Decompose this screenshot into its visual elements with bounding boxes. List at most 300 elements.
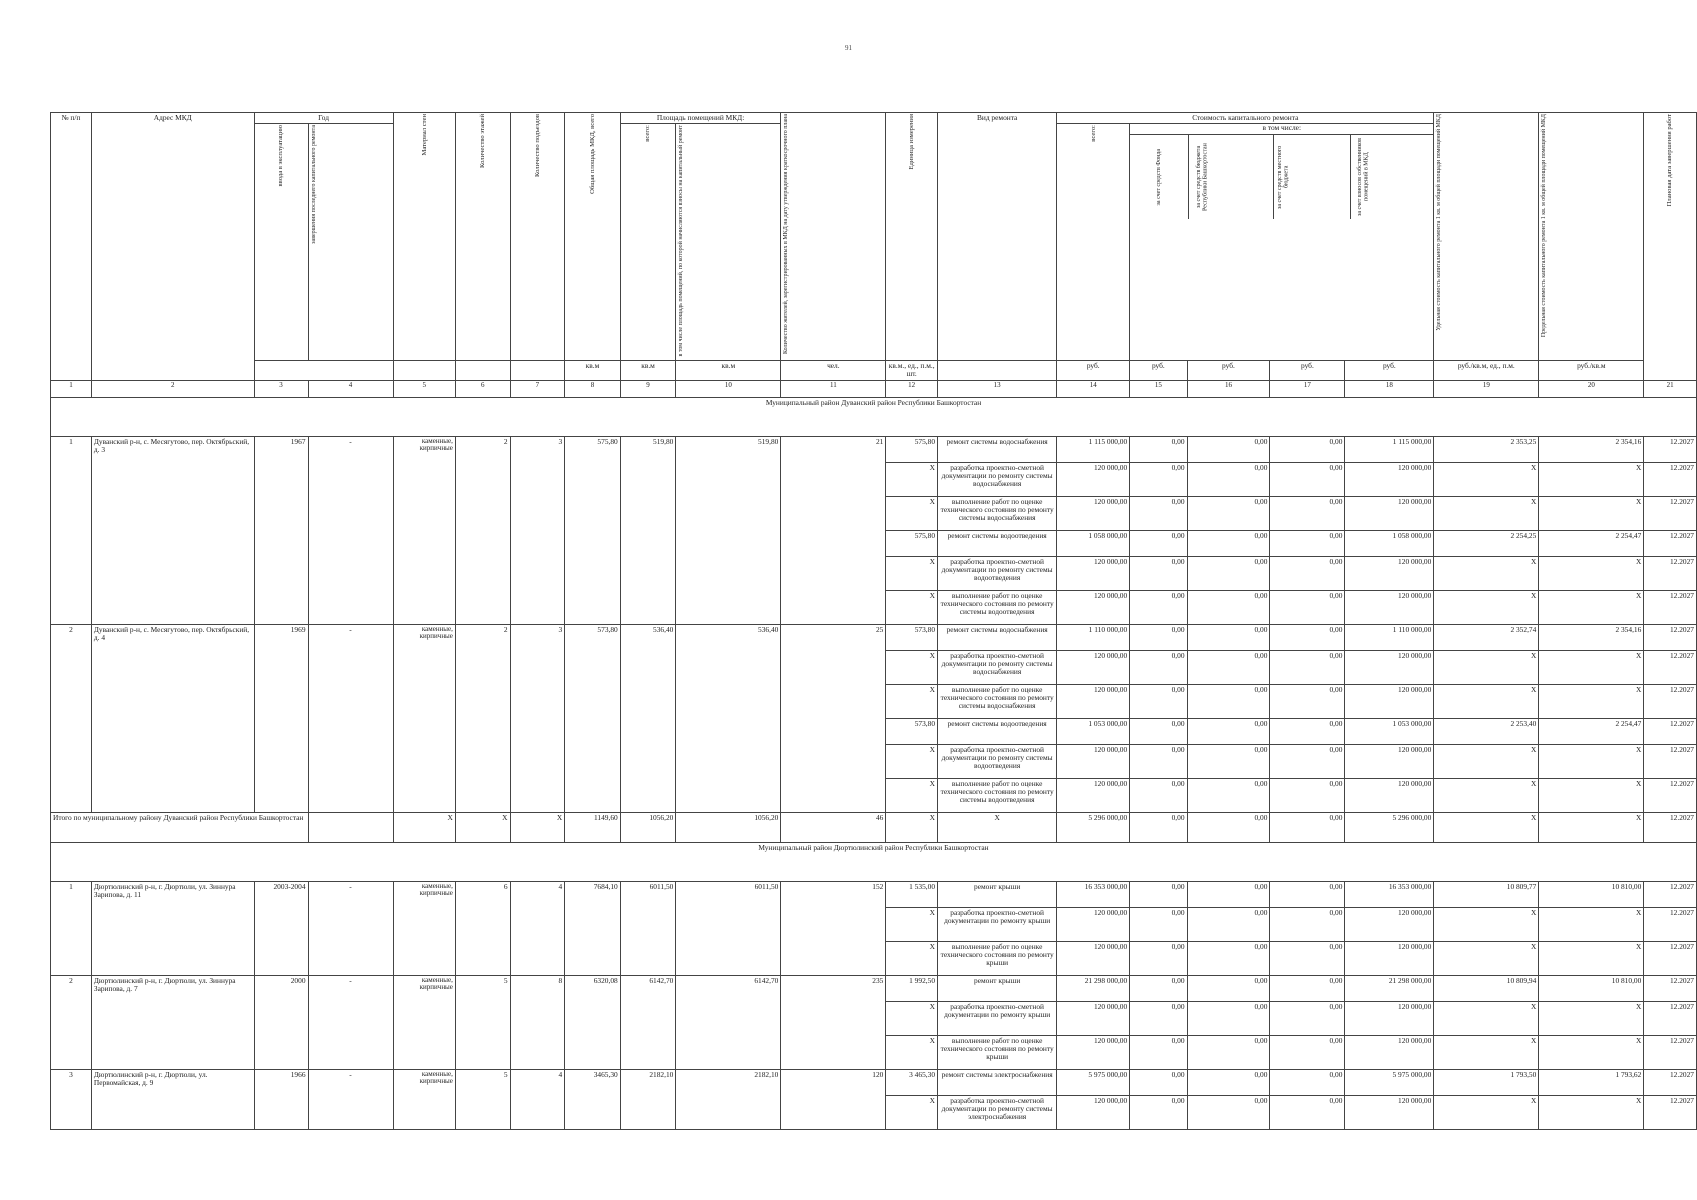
work-owners: 120 000,00	[1345, 556, 1434, 590]
work-republic: 0,00	[1187, 590, 1270, 624]
work-deadline: 12.2027	[1644, 907, 1697, 941]
work-local: 0,00	[1270, 975, 1345, 1001]
header-specific-cost: Удельная стоимость капитального ремонта 1 кв. м общей площади помещений МКД	[1434, 113, 1539, 361]
work-limit-cost: X	[1539, 1001, 1644, 1035]
work-fund: 0,00	[1130, 975, 1187, 1001]
header-deadline: Плановая дата завершения работ	[1644, 113, 1697, 381]
house-number: 2	[51, 975, 92, 1069]
work-type: разработка проектно-сметной документации по ремонту системы водоснабжения	[938, 650, 1057, 684]
work-deadline: 12.2027	[1644, 718, 1697, 744]
work-unit: 3 465,30	[886, 1069, 938, 1095]
house-year-repair: -	[308, 436, 393, 624]
total-cell-floors: X	[455, 812, 510, 842]
house-premises-incl: 2182,10	[676, 1069, 781, 1129]
work-republic: 0,00	[1187, 1001, 1270, 1035]
work-owners: 120 000,00	[1345, 907, 1434, 941]
unit-premises-incl: кв.м	[676, 361, 781, 381]
section-header-row-2	[51, 842, 1697, 881]
work-deadline: 12.2027	[1644, 1001, 1697, 1035]
colnum-14: 14	[1057, 380, 1130, 397]
house-year-repair: -	[308, 975, 393, 1069]
work-specific-cost: 10 809,94	[1434, 975, 1539, 1001]
header-entrances: Количество подъездов	[510, 113, 565, 361]
header-premises-incl: в том числе площадь помещений, по которой начисляются взносы на капитальный ремонт	[676, 124, 781, 361]
work-local: 0,00	[1270, 778, 1345, 812]
work-fund: 0,00	[1130, 778, 1187, 812]
work-limit-cost: X	[1539, 590, 1644, 624]
work-specific-cost: X	[1434, 684, 1539, 718]
work-specific-cost: 10 809,77	[1434, 881, 1539, 907]
work-specific-cost: X	[1434, 778, 1539, 812]
header-premises-area: Площадь помещений МКД:	[620, 113, 781, 124]
work-deadline: 12.2027	[1644, 941, 1697, 975]
header-republic: за счет средств бюджета Республики Башкортостан	[1189, 135, 1274, 219]
work-local: 0,00	[1270, 590, 1345, 624]
work-limit-cost: 2 254,47	[1539, 718, 1644, 744]
work-unit: 573,80	[886, 624, 938, 650]
work-deadline: 12.2027	[1644, 1035, 1697, 1069]
header-unit-blank-6	[455, 361, 510, 381]
work-unit: 573,80	[886, 718, 938, 744]
work-cost-total: 120 000,00	[1057, 1035, 1130, 1069]
work-fund: 0,00	[1130, 436, 1187, 462]
total-cell-res: 46	[781, 812, 886, 842]
colnum-19: 19	[1434, 380, 1539, 397]
colnum-12: 12	[886, 380, 938, 397]
work-deadline: 12.2027	[1644, 778, 1697, 812]
colnum-18: 18	[1345, 380, 1434, 397]
section-total-label: Итого по муниципальному району Дуванский район Республики Башкортостан	[51, 812, 309, 842]
work-fund: 0,00	[1130, 624, 1187, 650]
work-unit: X	[886, 1001, 938, 1035]
work-republic: 0,00	[1187, 1069, 1270, 1095]
house-premises-total: 519,80	[620, 436, 676, 624]
work-owners: 120 000,00	[1345, 590, 1434, 624]
work-local: 0,00	[1270, 684, 1345, 718]
work-unit: X	[886, 462, 938, 496]
total-cell-mat: X	[393, 812, 455, 842]
work-specific-cost: 2 253,40	[1434, 718, 1539, 744]
work-specific-cost: 2 352,74	[1434, 624, 1539, 650]
work-type: выполнение работ по оценке технического состояния по ремонту системы водоотведения	[938, 590, 1057, 624]
work-deadline: 12.2027	[1644, 624, 1697, 650]
work-owners: 120 000,00	[1345, 684, 1434, 718]
header-cost: Стоимость капитального ремонта	[1057, 113, 1434, 124]
work-owners: 1 053 000,00	[1345, 718, 1434, 744]
house-wall-material: каменные, кирпичные	[393, 436, 455, 624]
work-row	[51, 1069, 1697, 1095]
header-unit: Единица измерения	[886, 113, 938, 361]
work-cost-total: 16 353 000,00	[1057, 881, 1130, 907]
work-fund: 0,00	[1130, 1035, 1187, 1069]
total-cell-f: X	[1434, 812, 1539, 842]
work-unit: X	[886, 590, 938, 624]
work-owners: 120 000,00	[1345, 1035, 1434, 1069]
work-republic: 0,00	[1187, 436, 1270, 462]
total-cell-h: 12.2027	[1644, 812, 1697, 842]
house-wall-material: каменные, кирпичные	[393, 975, 455, 1069]
unit-local: руб.	[1270, 361, 1345, 381]
work-local: 0,00	[1270, 881, 1345, 907]
work-unit: X	[886, 1095, 938, 1129]
header-owners: за счет взносов собственников помещений в МКД	[1357, 138, 1370, 217]
work-specific-cost: X	[1434, 462, 1539, 496]
work-owners: 1 110 000,00	[1345, 624, 1434, 650]
house-address: Дюртюлинский р-н, г. Дюртюли, ул. Первомайская, д. 9	[91, 1069, 254, 1129]
house-number: 1	[51, 436, 92, 624]
work-deadline: 12.2027	[1644, 496, 1697, 530]
house-floors: 6	[455, 881, 510, 975]
unit-residents: чел.	[781, 361, 886, 381]
work-row	[51, 624, 1697, 650]
work-limit-cost: 2 354,16	[1539, 436, 1644, 462]
work-limit-cost: 2 354,16	[1539, 624, 1644, 650]
house-total-area: 3465,30	[565, 1069, 621, 1129]
work-deadline: 12.2027	[1644, 462, 1697, 496]
work-republic: 0,00	[1187, 975, 1270, 1001]
colnum-4: 4	[308, 380, 393, 397]
work-fund: 0,00	[1130, 718, 1187, 744]
work-fund: 0,00	[1130, 462, 1187, 496]
repair-plan-table-wrapper	[50, 112, 1697, 1130]
unit-total-area: кв.м	[565, 361, 621, 381]
work-cost-total: 120 000,00	[1057, 1095, 1130, 1129]
total-cell-area: 1149,60	[565, 812, 621, 842]
work-specific-cost: X	[1434, 650, 1539, 684]
work-deadline: 12.2027	[1644, 556, 1697, 590]
work-specific-cost: X	[1434, 1001, 1539, 1035]
house-premises-total: 6142,70	[620, 975, 676, 1069]
work-unit: X	[886, 496, 938, 530]
work-limit-cost: X	[1539, 1035, 1644, 1069]
work-republic: 0,00	[1187, 684, 1270, 718]
total-cell-e: 5 296 000,00	[1345, 812, 1434, 842]
work-specific-cost: X	[1434, 941, 1539, 975]
work-deadline: 12.2027	[1644, 744, 1697, 778]
work-owners: 120 000,00	[1345, 778, 1434, 812]
work-limit-cost: X	[1539, 462, 1644, 496]
header-num: № п/п	[51, 113, 92, 381]
work-cost-total: 1 053 000,00	[1057, 718, 1130, 744]
house-entrances: 3	[510, 436, 565, 624]
colnum-15: 15	[1130, 380, 1187, 397]
house-address: Дюртюлинский р-н, г. Дюртюли, ул. Зиннура Зарипова, д. 7	[91, 975, 254, 1069]
header-premises-total: всего:	[620, 124, 676, 361]
work-local: 0,00	[1270, 496, 1345, 530]
unit-republic: руб.	[1187, 361, 1270, 381]
total-cell-type: X	[938, 812, 1057, 842]
work-republic: 0,00	[1187, 718, 1270, 744]
header-limit-cost: Предельная стоимость капитального ремонта 1 кв. м общей площади помещений МКД	[1539, 113, 1644, 361]
house-year-commission: 1969	[254, 624, 308, 812]
house-wall-material: каменные, кирпичные	[393, 881, 455, 975]
work-owners: 120 000,00	[1345, 941, 1434, 975]
header-local: за счет средств местного бюджета	[1274, 135, 1351, 219]
work-specific-cost: 2 254,25	[1434, 530, 1539, 556]
work-deadline: 12.2027	[1644, 530, 1697, 556]
work-cost-total: 1 058 000,00	[1057, 530, 1130, 556]
work-republic: 0,00	[1187, 1095, 1270, 1129]
work-unit: 1 535,00	[886, 881, 938, 907]
work-owners: 21 298 000,00	[1345, 975, 1434, 1001]
work-owners: 120 000,00	[1345, 744, 1434, 778]
work-republic: 0,00	[1187, 907, 1270, 941]
house-residents: 235	[781, 975, 886, 1069]
work-cost-total: 120 000,00	[1057, 744, 1130, 778]
colnum-2: 2	[91, 380, 254, 397]
work-owners: 120 000,00	[1345, 1001, 1434, 1035]
colnum-1: 1	[51, 380, 92, 397]
house-number: 1	[51, 881, 92, 975]
colnum-7: 7	[510, 380, 565, 397]
house-total-area: 7684,10	[565, 881, 621, 975]
work-deadline: 12.2027	[1644, 975, 1697, 1001]
house-premises-total: 6011,50	[620, 881, 676, 975]
work-specific-cost: X	[1434, 1095, 1539, 1129]
work-republic: 0,00	[1187, 530, 1270, 556]
total-cell-p1: 1056,20	[620, 812, 676, 842]
section-duvan-rows	[51, 436, 1697, 812]
work-owners: 5 975 000,00	[1345, 1069, 1434, 1095]
house-floors: 2	[455, 436, 510, 624]
work-type: разработка проектно-сметной документации по ремонту системы водоснабжения	[938, 462, 1057, 496]
work-fund: 0,00	[1130, 1069, 1187, 1095]
work-cost-total: 120 000,00	[1057, 941, 1130, 975]
header-fund: за счет средств Фонда	[1130, 135, 1189, 219]
work-unit: X	[886, 744, 938, 778]
work-limit-cost: 2 254,47	[1539, 530, 1644, 556]
house-premises-incl: 6142,70	[676, 975, 781, 1069]
total-cell-g: X	[1539, 812, 1644, 842]
work-republic: 0,00	[1187, 1035, 1270, 1069]
header-year: Год	[254, 113, 393, 124]
work-cost-total: 120 000,00	[1057, 1001, 1130, 1035]
house-year-commission: 1966	[254, 1069, 308, 1129]
work-unit: 575,80	[886, 530, 938, 556]
work-limit-cost: 1 793,62	[1539, 1069, 1644, 1095]
house-address: Дуванский р-н, с. Месягутово, пер. Октябрьский, д. 3	[91, 436, 254, 624]
work-republic: 0,00	[1187, 624, 1270, 650]
work-type: разработка проектно-сметной документации по ремонту системы водоотведения	[938, 556, 1057, 590]
work-type: ремонт крыши	[938, 975, 1057, 1001]
work-unit: 575,80	[886, 436, 938, 462]
work-unit: X	[886, 684, 938, 718]
work-cost-total: 1 110 000,00	[1057, 624, 1130, 650]
header-unit-blank	[254, 361, 393, 381]
header-address: Адрес МКД	[91, 113, 254, 381]
work-limit-cost: X	[1539, 778, 1644, 812]
work-local: 0,00	[1270, 556, 1345, 590]
work-type: выполнение работ по оценке технического состояния по ремонту крыши	[938, 941, 1057, 975]
house-residents: 152	[781, 881, 886, 975]
work-specific-cost: X	[1434, 556, 1539, 590]
header-unit-blank-5	[393, 361, 455, 381]
work-unit: X	[886, 907, 938, 941]
total-cell-d: 0,00	[1270, 812, 1345, 842]
work-limit-cost: X	[1539, 650, 1644, 684]
house-residents: 120	[781, 1069, 886, 1129]
house-entrances: 8	[510, 975, 565, 1069]
work-type: разработка проектно-сметной документации по ремонту крыши	[938, 907, 1057, 941]
work-republic: 0,00	[1187, 462, 1270, 496]
colnum-6: 6	[455, 380, 510, 397]
house-year-repair: -	[308, 624, 393, 812]
work-unit: X	[886, 1035, 938, 1069]
work-limit-cost: X	[1539, 684, 1644, 718]
work-cost-total: 120 000,00	[1057, 778, 1130, 812]
work-local: 0,00	[1270, 744, 1345, 778]
work-deadline: 12.2027	[1644, 590, 1697, 624]
work-type: разработка проектно-сметной документации по ремонту крыши	[938, 1001, 1057, 1035]
work-cost-total: 120 000,00	[1057, 462, 1130, 496]
work-local: 0,00	[1270, 650, 1345, 684]
colnum-13: 13	[938, 380, 1057, 397]
work-local: 0,00	[1270, 624, 1345, 650]
section-title-duvan: Муниципальный район Дуванский район Республики Башкортостан	[51, 397, 1697, 436]
house-residents: 25	[781, 624, 886, 812]
total-cell-y2	[308, 812, 393, 842]
section-dyurtyuli-rows	[51, 881, 1697, 1129]
header-residents: Количество жителей, зарегистрированных в МКД на дату утверждения краткосрочного плана	[781, 113, 886, 361]
work-row	[51, 436, 1697, 462]
work-specific-cost: 2 353,25	[1434, 436, 1539, 462]
work-fund: 0,00	[1130, 556, 1187, 590]
work-fund: 0,00	[1130, 907, 1187, 941]
house-year-repair: -	[308, 881, 393, 975]
work-cost-total: 5 975 000,00	[1057, 1069, 1130, 1095]
colnum-10: 10	[676, 380, 781, 397]
work-republic: 0,00	[1187, 650, 1270, 684]
work-cost-total: 120 000,00	[1057, 907, 1130, 941]
work-deadline: 12.2027	[1644, 684, 1697, 718]
header-floors: Количество этажей	[455, 113, 510, 361]
house-entrances: 4	[510, 881, 565, 975]
house-premises-incl: 6011,50	[676, 881, 781, 975]
section-total-row	[51, 812, 1697, 842]
house-wall-material: каменные, кирпичные	[393, 624, 455, 812]
work-fund: 0,00	[1130, 744, 1187, 778]
unit-fund: руб.	[1130, 361, 1187, 381]
house-total-area: 575,80	[565, 436, 621, 624]
work-deadline: 12.2027	[1644, 650, 1697, 684]
work-limit-cost: X	[1539, 941, 1644, 975]
colnum-11: 11	[781, 380, 886, 397]
work-unit: 1 992,50	[886, 975, 938, 1001]
unit-specific-cost: руб./кв.м, ед., п.м.	[1434, 361, 1539, 381]
work-republic: 0,00	[1187, 881, 1270, 907]
work-cost-total: 21 298 000,00	[1057, 975, 1130, 1001]
colnum-16: 16	[1187, 380, 1270, 397]
work-fund: 0,00	[1130, 881, 1187, 907]
work-republic: 0,00	[1187, 496, 1270, 530]
work-limit-cost: X	[1539, 496, 1644, 530]
unit-owners: руб.	[1345, 361, 1434, 381]
work-unit: X	[886, 556, 938, 590]
header-year-commission: ввода в эксплуатацию	[254, 124, 308, 361]
total-cell-p2: 1056,20	[676, 812, 781, 842]
colnum-9: 9	[620, 380, 676, 397]
house-number: 3	[51, 1069, 92, 1129]
house-premises-incl: 519,80	[676, 436, 781, 624]
house-floors: 5	[455, 1069, 510, 1129]
work-type: ремонт системы водоотведения	[938, 530, 1057, 556]
work-cost-total: 1 115 000,00	[1057, 436, 1130, 462]
work-specific-cost: X	[1434, 496, 1539, 530]
work-row	[51, 975, 1697, 1001]
column-numbers-row	[51, 380, 1697, 397]
work-local: 0,00	[1270, 530, 1345, 556]
work-owners: 120 000,00	[1345, 462, 1434, 496]
work-local: 0,00	[1270, 1001, 1345, 1035]
work-cost-total: 120 000,00	[1057, 590, 1130, 624]
work-local: 0,00	[1270, 907, 1345, 941]
work-owners: 120 000,00	[1345, 496, 1434, 530]
unit-repair-type-blank	[938, 361, 1057, 381]
unit-measure: кв.м., ед., п.м., шт.	[886, 361, 938, 381]
page-number: 91	[845, 44, 852, 52]
house-year-repair: -	[308, 1069, 393, 1129]
header-year-last-repair: завершения последнего капитального ремонта	[308, 124, 393, 361]
total-cell-a: 5 296 000,00	[1057, 812, 1130, 842]
total-cell-entrances: X	[510, 812, 565, 842]
colnum-20: 20	[1539, 380, 1644, 397]
work-unit: X	[886, 778, 938, 812]
work-local: 0,00	[1270, 436, 1345, 462]
work-local: 0,00	[1270, 1069, 1345, 1095]
house-address: Дюртюлинский р-н, г. Дюртюли, ул. Зиннура Зарипова, д. 11	[91, 881, 254, 975]
section-header-row	[51, 397, 1697, 436]
work-fund: 0,00	[1130, 941, 1187, 975]
header-including: в том числе:	[1130, 124, 1433, 135]
work-limit-cost: X	[1539, 1095, 1644, 1129]
work-limit-cost: X	[1539, 907, 1644, 941]
work-row	[51, 881, 1697, 907]
work-republic: 0,00	[1187, 744, 1270, 778]
house-year-commission: 1967	[254, 436, 308, 624]
repair-plan-table	[50, 112, 1697, 1130]
work-republic: 0,00	[1187, 556, 1270, 590]
work-specific-cost: X	[1434, 1035, 1539, 1069]
work-republic: 0,00	[1187, 941, 1270, 975]
work-type: ремонт крыши	[938, 881, 1057, 907]
work-type: выполнение работ по оценке технического состояния по ремонту системы водоотведения	[938, 778, 1057, 812]
work-deadline: 12.2027	[1644, 1095, 1697, 1129]
work-owners: 1 058 000,00	[1345, 530, 1434, 556]
work-owners: 120 000,00	[1345, 1095, 1434, 1129]
work-fund: 0,00	[1130, 530, 1187, 556]
colnum-3: 3	[254, 380, 308, 397]
work-limit-cost: X	[1539, 556, 1644, 590]
work-local: 0,00	[1270, 1035, 1345, 1069]
work-deadline: 12.2027	[1644, 436, 1697, 462]
house-year-commission: 2000	[254, 975, 308, 1069]
work-local: 0,00	[1270, 462, 1345, 496]
work-type: выполнение работ по оценке технического состояния по ремонту крыши	[938, 1035, 1057, 1069]
work-cost-total: 120 000,00	[1057, 496, 1130, 530]
work-type: ремонт системы электроснабжения	[938, 1069, 1057, 1095]
work-owners: 120 000,00	[1345, 650, 1434, 684]
house-year-commission: 2003-2004	[254, 881, 308, 975]
work-fund: 0,00	[1130, 590, 1187, 624]
unit-limit-cost: руб./кв.м	[1539, 361, 1644, 381]
house-premises-total: 536,40	[620, 624, 676, 812]
work-fund: 0,00	[1130, 650, 1187, 684]
house-floors: 5	[455, 975, 510, 1069]
house-entrances: 3	[510, 624, 565, 812]
work-type: ремонт системы водоснабжения	[938, 624, 1057, 650]
house-total-area: 6320,08	[565, 975, 621, 1069]
work-type: ремонт системы водоснабжения	[938, 436, 1057, 462]
